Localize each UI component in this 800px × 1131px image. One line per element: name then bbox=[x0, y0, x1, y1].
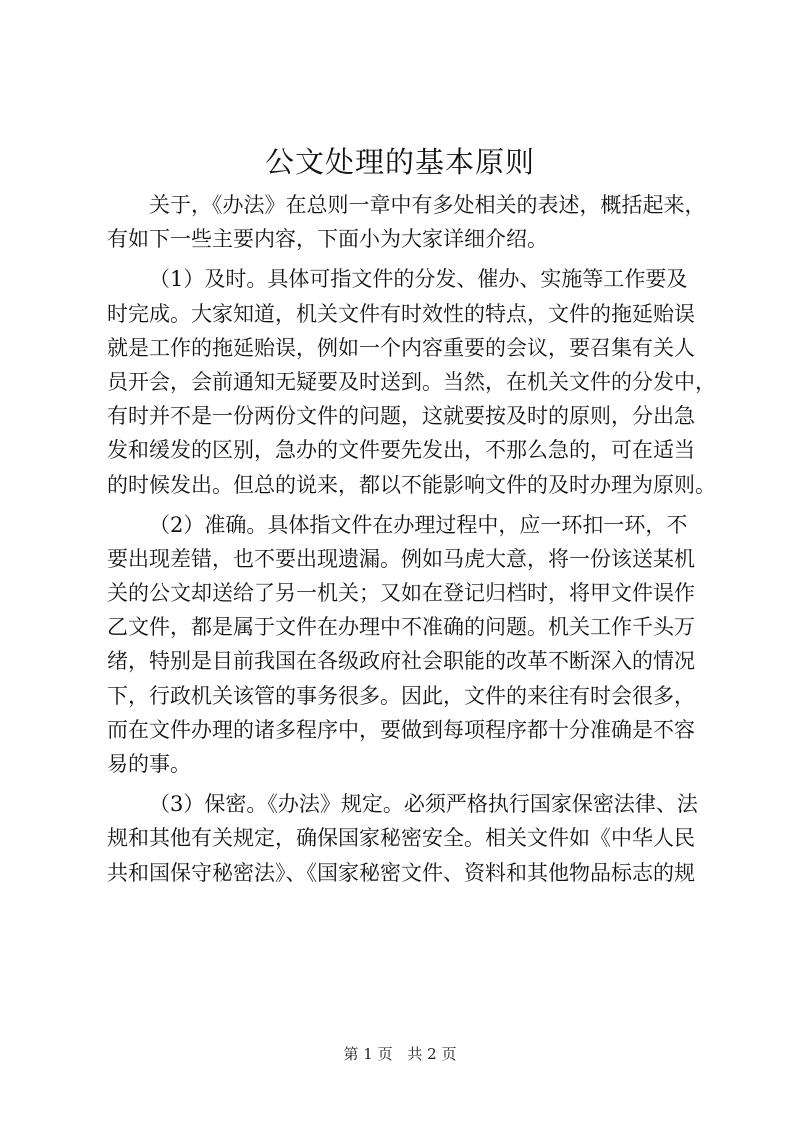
paragraph-line: 有如下一些主要内容，下面小为大家详细介绍。 bbox=[107, 227, 548, 252]
paragraph-line: 规和其他有关规定，确保国家秘密安全。相关文件如《中华人民 bbox=[107, 826, 695, 851]
paragraph-line: 员开会，会前通知无疑要及时送到。当然，在机关文件的分发中， bbox=[107, 369, 716, 394]
document-title: 公文处理的基本原则 bbox=[264, 145, 535, 179]
paragraph-line: （2）准确。具体指文件在办理过程中，应一环扣一环，不 bbox=[149, 512, 688, 537]
paragraph-line: 就是工作的拖延贻误，例如一个内容重要的会议，要召集有关人 bbox=[107, 335, 695, 360]
paragraph-line: 的时候发出。但总的说来，都以不能影响文件的及时办理为原则。 bbox=[107, 472, 716, 497]
paragraph-line: 而在文件办理的诸多程序中，要做到每项程序都十分准确是不容 bbox=[107, 717, 695, 742]
paragraph-line: 易的事。 bbox=[107, 752, 191, 776]
paragraph-line: 下，行政机关该管的事务很多。因此，文件的来往有时会很多， bbox=[107, 683, 695, 708]
paragraph-line: （3）保密。《办法》规定。必须严格执行国家保密法律、法 bbox=[149, 792, 698, 817]
paragraph-timely bbox=[107, 262, 716, 501]
paragraph-line: 发和缓发的区别，急办的文件要先发出，不那么急的，可在适当 bbox=[107, 438, 695, 463]
paragraph-confidential bbox=[107, 787, 707, 890]
paragraph-line: 有时并不是一份两份文件的问题，这就要按及时的原则，分出急 bbox=[107, 404, 695, 429]
page-number: 第 1 页 bbox=[343, 1045, 393, 1063]
paragraph-line: 绪，特别是目前我国在各级政府社会职能的改革不断深入的情况 bbox=[107, 649, 695, 674]
paragraph-line: 共和国保守秘密法》、《国家秘密文件、资料和其他物品标志的规 bbox=[107, 860, 695, 885]
paragraph-line: 要出现差错，也不要出现遗漏。例如马虎大意，将一份该送某机 bbox=[107, 546, 695, 571]
paragraph-line: 关于，《办法》在总则一章中有多处相关的表述，概括起来， bbox=[149, 193, 706, 217]
page-total: 共 2 页 bbox=[407, 1045, 457, 1063]
paragraph-line: 乙文件，都是属于文件在办理中不准确的问题。机关工作千头万 bbox=[107, 615, 695, 640]
paragraph-line: （1）及时。具体可指文件的分发、催办、实施等工作要及 bbox=[149, 267, 688, 292]
paragraph-line: 时完成。大家知道，机关文件有时效性的特点，文件的拖延贻误 bbox=[107, 301, 695, 326]
paragraph-line: 关的公文却送给了另一机关；又如在登记归档时，将甲文件误作 bbox=[107, 581, 695, 606]
document-body bbox=[107, 188, 716, 890]
page-footer bbox=[0, 1044, 800, 1064]
paragraph-accurate bbox=[107, 508, 707, 782]
paragraph-intro bbox=[107, 188, 707, 256]
